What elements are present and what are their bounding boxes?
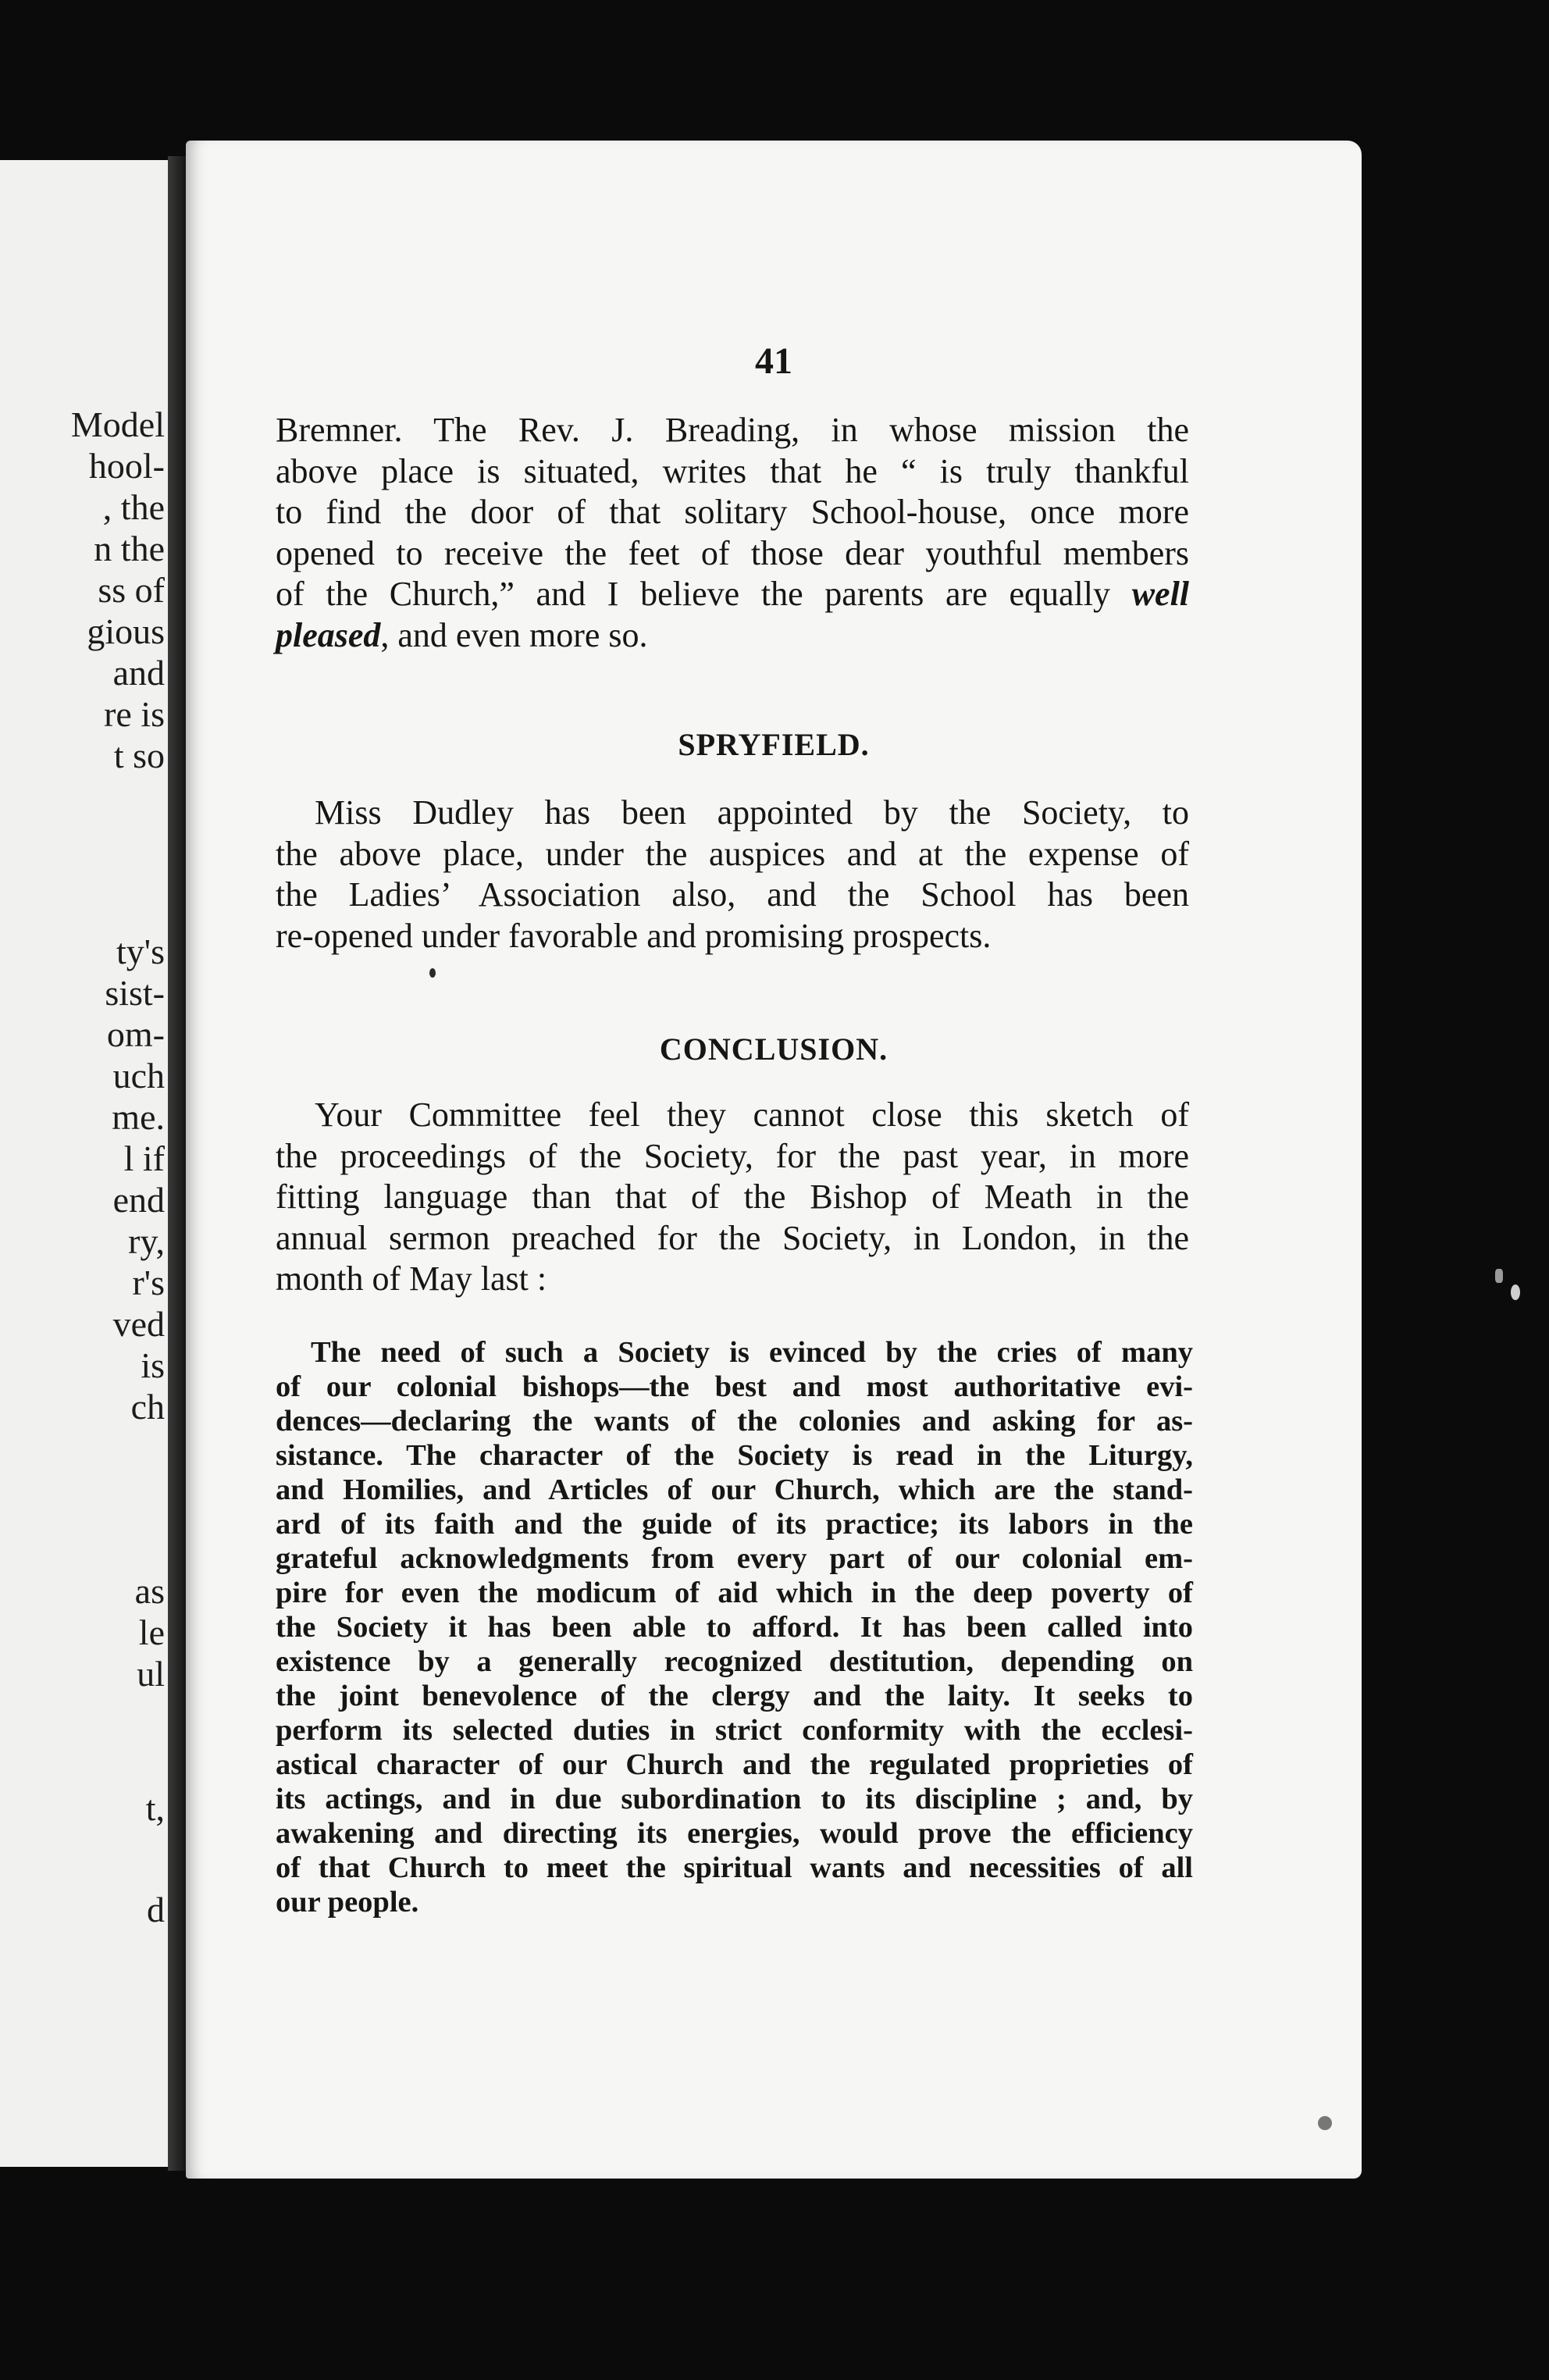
- quote-line: the joint benevolence of the clergy and the laity. It seeks to: [276, 1680, 1193, 1712]
- quote-line: dences—declaring the wants of the colonies and asking for as-: [276, 1405, 1193, 1438]
- quotation-block: [276, 1335, 1193, 1919]
- quote-line: pire for even the modicum of aid which in the deep poverty of: [276, 1577, 1193, 1609]
- quote-line: the Society it has been able to afford. It has been called into: [276, 1611, 1193, 1644]
- previous-page-text-fragment: t so: [113, 736, 165, 775]
- ink-speck: [1318, 2116, 1332, 2130]
- previous-page-text-fragment: ch: [130, 1387, 165, 1427]
- text-line: the proceedings of the Society, for the past year, in more: [276, 1136, 1189, 1175]
- text-line: Bremner. The Rev. J. Breading, in whose mission the: [276, 411, 1189, 449]
- text-line: to find the door of that solitary School-house, once more: [276, 493, 1189, 531]
- ink-speck: [1511, 1284, 1520, 1300]
- previous-page-text-fragment: l if: [123, 1138, 165, 1178]
- quote-line: awakening and directing its energies, would prove the efficiency: [276, 1817, 1193, 1850]
- previous-page-text-fragment: end: [112, 1180, 165, 1220]
- quote-line: its actings, and in due subordination to its discipline ; and, by: [276, 1783, 1193, 1815]
- text-fragment: , and even more so.: [380, 615, 648, 654]
- quote-line: our people.: [276, 1886, 419, 1919]
- previous-page-text-fragment: ul: [137, 1654, 165, 1694]
- page-number: 41: [755, 340, 792, 382]
- previous-page-text-fragment: Model: [70, 404, 165, 444]
- intro-paragraph: [276, 410, 1189, 656]
- text-line: opened to receive the feet of those dear youthful members: [276, 533, 1189, 572]
- emphasis-well: well: [1131, 575, 1190, 613]
- text-line: above place is situated, writes that he “ is truly thankful: [276, 451, 1189, 490]
- previous-page-text-fragment: t,: [145, 1788, 165, 1828]
- section-heading-spryfield: SPRYFIELD.: [678, 727, 870, 762]
- quote-line: of that Church to meet the spiritual wants and necessities of all: [276, 1851, 1193, 1884]
- text-line: Miss Dudley has been appointed by the Society, to: [315, 793, 1189, 832]
- quote-line: ard of its faith and the guide of its practice; its labors in the: [276, 1508, 1193, 1541]
- previous-page-text-fragment: ved: [112, 1304, 165, 1344]
- previous-page-text-fragment: hool-: [88, 446, 165, 486]
- previous-page-text-fragment: me.: [112, 1097, 165, 1137]
- quote-line: perform its selected duties in strict conformity with the ecclesi-: [276, 1714, 1193, 1747]
- previous-page-text-fragment: ss of: [98, 570, 165, 610]
- previous-page-text-fragment: d: [147, 1890, 165, 1929]
- previous-page-text-fragment: ry,: [128, 1221, 165, 1261]
- previous-page-text-fragment: is: [141, 1345, 165, 1385]
- previous-page-text-fragment: ty's: [116, 932, 165, 971]
- text-line: Your Committee feel they cannot close this sketch of: [315, 1096, 1189, 1134]
- quote-line: of our colonial bishops—the best and most authoritative evi-: [276, 1370, 1193, 1403]
- quote-line: sistance. The character of the Society is read in the Liturgy,: [276, 1439, 1193, 1472]
- ink-speck: [1495, 1269, 1503, 1283]
- previous-page-text-fragment: uch: [112, 1056, 165, 1096]
- text-line: fitting language than that of the Bishop of Meath in the: [276, 1178, 1189, 1216]
- previous-page-text-fragment: re is: [104, 694, 165, 734]
- text-line: annual sermon preached for the Society, in London, in the: [276, 1218, 1189, 1257]
- previous-page-text-fragment: sist-: [105, 973, 165, 1013]
- text-fragment: of the Church,” and I believe the parents are equally: [276, 575, 1110, 613]
- previous-page-text-fragment: om-: [106, 1014, 165, 1054]
- spryfield-paragraph: [276, 793, 1189, 957]
- quote-line: The need of such a Society is evinced by the cries of many: [311, 1336, 1193, 1369]
- text-line: re-opened under favorable and promising prospects.: [276, 916, 992, 955]
- previous-page-text-fragment: n the: [94, 529, 165, 568]
- text-line: [276, 615, 1189, 657]
- page: [186, 141, 1362, 2179]
- text-line: [276, 574, 1189, 615]
- conclusion-paragraph: [276, 1095, 1189, 1300]
- ink-speck: [429, 968, 436, 978]
- previous-page-text-fragment: as: [134, 1571, 165, 1611]
- text-line: the above place, under the auspices and at the expense of: [276, 834, 1189, 873]
- text-line: month of May last :: [276, 1259, 547, 1298]
- section-heading-conclusion: CONCLUSION.: [659, 1031, 888, 1067]
- quote-line: existence by a generally recognized destitution, depending on: [276, 1645, 1193, 1678]
- previous-page-text-fragment: , the: [102, 487, 165, 527]
- previous-page-edge: [0, 160, 171, 2167]
- quote-line: and Homilies, and Articles of our Church, which are the stand-: [276, 1473, 1193, 1506]
- quote-line: astical character of our Church and the regulated proprieties of: [276, 1748, 1193, 1781]
- text-line: the Ladies’ Association also, and the School has been: [276, 875, 1189, 914]
- previous-page-text-fragment: r's: [132, 1263, 165, 1302]
- previous-page-text-fragment: le: [138, 1612, 165, 1652]
- previous-page-text-fragment: and: [112, 653, 165, 693]
- quote-line: grateful acknowledgments from every part of our colonial em-: [276, 1542, 1193, 1575]
- emphasis-pleased: pleased: [276, 615, 381, 654]
- previous-page-text-fragment: gious: [87, 611, 165, 651]
